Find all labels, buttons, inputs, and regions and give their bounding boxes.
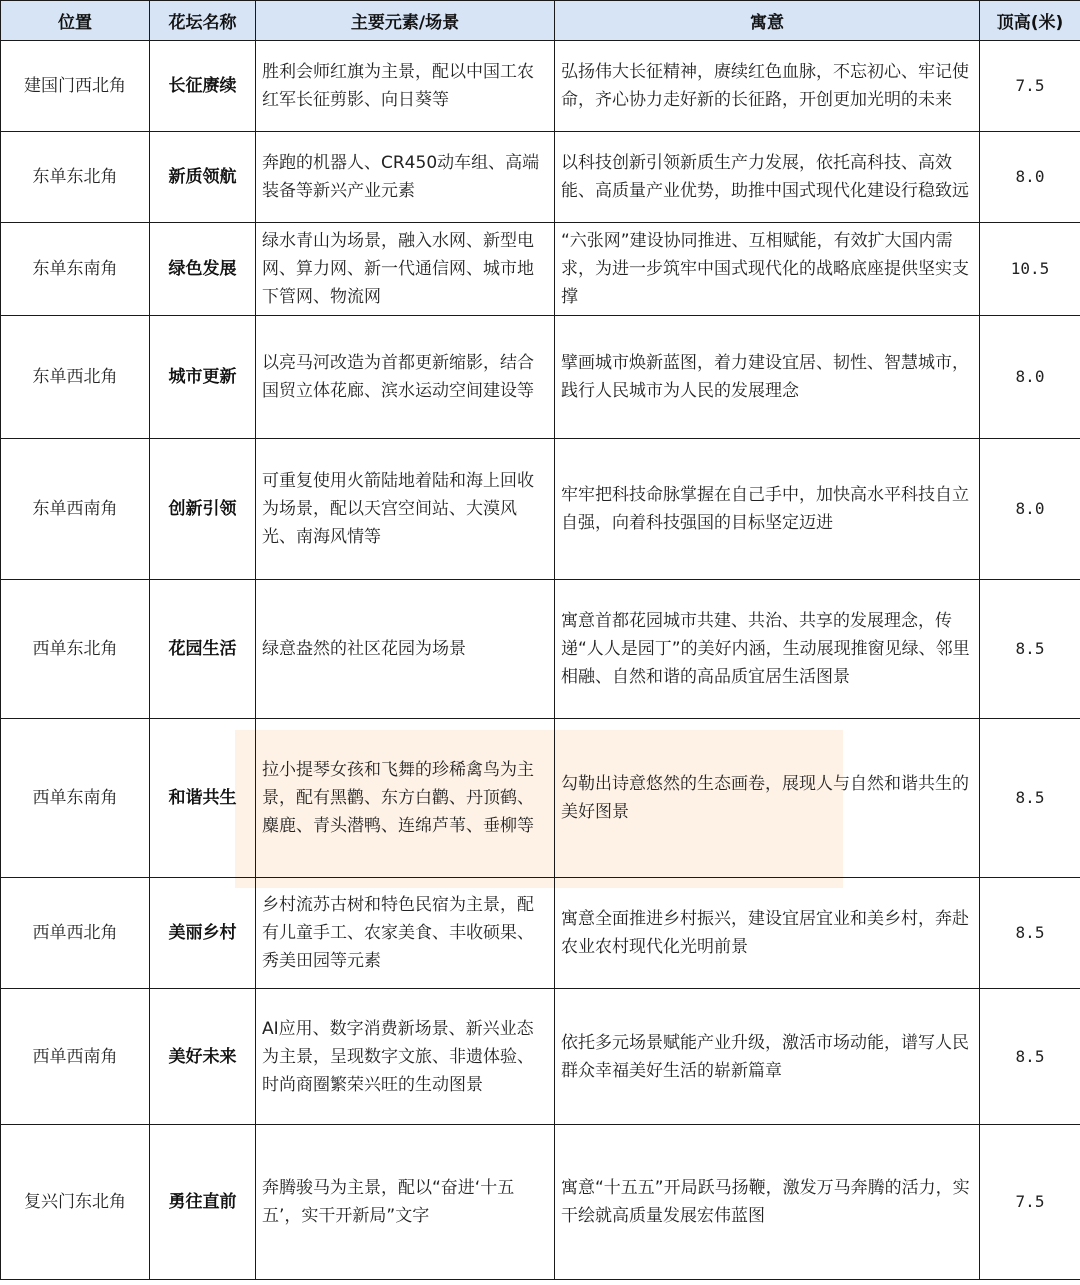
table-header-row (1, 1, 1080, 41)
cell-height: 8.0 (980, 439, 1080, 580)
table-row (1, 41, 1080, 132)
header-height: 顶高(米) (980, 1, 1080, 41)
cell-name: 绿色发展 (150, 223, 256, 316)
cell-location: 西单东北角 (1, 580, 150, 719)
table-row (1, 719, 1080, 878)
cell-elements: 可重复使用火箭陆地着陆和海上回收为场景，配以天宫空间站、大漠风光、南海风情等 (256, 439, 555, 580)
cell-height: 8.5 (980, 580, 1080, 719)
cell-height: 8.5 (980, 719, 1080, 878)
cell-height: 10.5 (980, 223, 1080, 316)
cell-meaning: 寓意全面推进乡村振兴，建设宜居宜业和美乡村，奔赴农业农村现代化光明前景 (555, 878, 980, 989)
cell-meaning: “六张网”建设协同推进、互相赋能，有效扩大国内需求，为进一步筑牢中国式现代化的战略底座提供坚实支撑 (555, 223, 980, 316)
cell-meaning: 以科技创新引领新质生产力发展，依托高科技、高效能、高质量产业优势，助推中国式现代化建设行稳致远 (555, 132, 980, 223)
cell-meaning: 牢牢把科技命脉掌握在自己手中，加快高水平科技自立自强，向着科技强国的目标坚定迈进 (555, 439, 980, 580)
table-row (1, 223, 1080, 316)
cell-name: 花园生活 (150, 580, 256, 719)
table-row (1, 878, 1080, 989)
cell-elements: 乡村流苏古树和特色民宿为主景，配有儿童手工、农家美食、丰收硕果、秀美田园等元素 (256, 878, 555, 989)
cell-name: 城市更新 (150, 316, 256, 439)
cell-meaning: 勾勒出诗意悠然的生态画卷，展现人与自然和谐共生的美好图景 (555, 719, 980, 878)
cell-location: 东单西南角 (1, 439, 150, 580)
cell-location: 复兴门东北角 (1, 1125, 150, 1280)
cell-elements: 绿水青山为场景，融入水网、新型电网、算力网、新一代通信网、城市地下管网、物流网 (256, 223, 555, 316)
header-meaning: 寓意 (555, 1, 980, 41)
cell-height: 8.5 (980, 878, 1080, 989)
cell-name: 勇往直前 (150, 1125, 256, 1280)
cell-elements: 绿意盎然的社区花园为场景 (256, 580, 555, 719)
cell-location: 东单西北角 (1, 316, 150, 439)
cell-location: 西单东南角 (1, 719, 150, 878)
table-row (1, 439, 1080, 580)
cell-location: 东单东北角 (1, 132, 150, 223)
cell-height: 8.0 (980, 316, 1080, 439)
cell-location: 西单西南角 (1, 989, 150, 1125)
table-row (1, 989, 1080, 1125)
header-elements: 主要元素/场景 (256, 1, 555, 41)
cell-elements: 奔腾骏马为主景，配以“奋进‘十五五’，实干开新局”文字 (256, 1125, 555, 1280)
cell-meaning: 依托多元场景赋能产业升级，激活市场动能，谱写人民群众幸福美好生活的崭新篇章 (555, 989, 980, 1125)
cell-name: 美丽乡村 (150, 878, 256, 989)
cell-meaning: 擘画城市焕新蓝图，着力建设宜居、韧性、智慧城市，践行人民城市为人民的发展理念 (555, 316, 980, 439)
cell-elements: 奔跑的机器人、CR450动车组、高端装备等新兴产业元素 (256, 132, 555, 223)
table-row (1, 580, 1080, 719)
cell-meaning: 弘扬伟大长征精神，赓续红色血脉，不忘初心、牢记使命，齐心协力走好新的长征路，开创更加光明的未来 (555, 41, 980, 132)
cell-elements: AI应用、数字消费新场景、新兴业态为主景，呈现数字文旅、非遗体验、时尚商圈繁荣兴旺的生动图景 (256, 989, 555, 1125)
cell-name: 美好未来 (150, 989, 256, 1125)
cell-name: 长征赓续 (150, 41, 256, 132)
table-row (1, 132, 1080, 223)
cell-location: 东单东南角 (1, 223, 150, 316)
cell-location: 建国门西北角 (1, 41, 150, 132)
table-row (1, 1125, 1080, 1280)
cell-name: 创新引领 (150, 439, 256, 580)
cell-height: 8.5 (980, 989, 1080, 1125)
cell-meaning: 寓意首都花园城市共建、共治、共享的发展理念，传递“人人是园丁”的美好内涵，生动展现推窗见绿、邻里相融、自然和谐的高品质宜居生活图景 (555, 580, 980, 719)
cell-location: 西单西北角 (1, 878, 150, 989)
cell-height: 8.0 (980, 132, 1080, 223)
header-name: 花坛名称 (150, 1, 256, 41)
cell-meaning: 寓意“十五五”开局跃马扬鞭，激发万马奔腾的活力，实干绘就高质量发展宏伟蓝图 (555, 1125, 980, 1280)
cell-height: 7.5 (980, 1125, 1080, 1280)
cell-height: 7.5 (980, 41, 1080, 132)
cell-elements: 胜利会师红旗为主景，配以中国工农红军长征剪影、向日葵等 (256, 41, 555, 132)
cell-elements: 拉小提琴女孩和飞舞的珍稀禽鸟为主景，配有黑鹳、东方白鹳、丹顶鹤、麋鹿、青头潜鸭、连绵芦苇、垂柳等 (256, 719, 555, 878)
table-row (1, 316, 1080, 439)
cell-name: 新质领航 (150, 132, 256, 223)
header-location: 位置 (1, 1, 150, 41)
cell-elements: 以亮马河改造为首都更新缩影，结合国贸立体花廊、滨水运动空间建设等 (256, 316, 555, 439)
cell-name: 和谐共生 (150, 719, 256, 878)
